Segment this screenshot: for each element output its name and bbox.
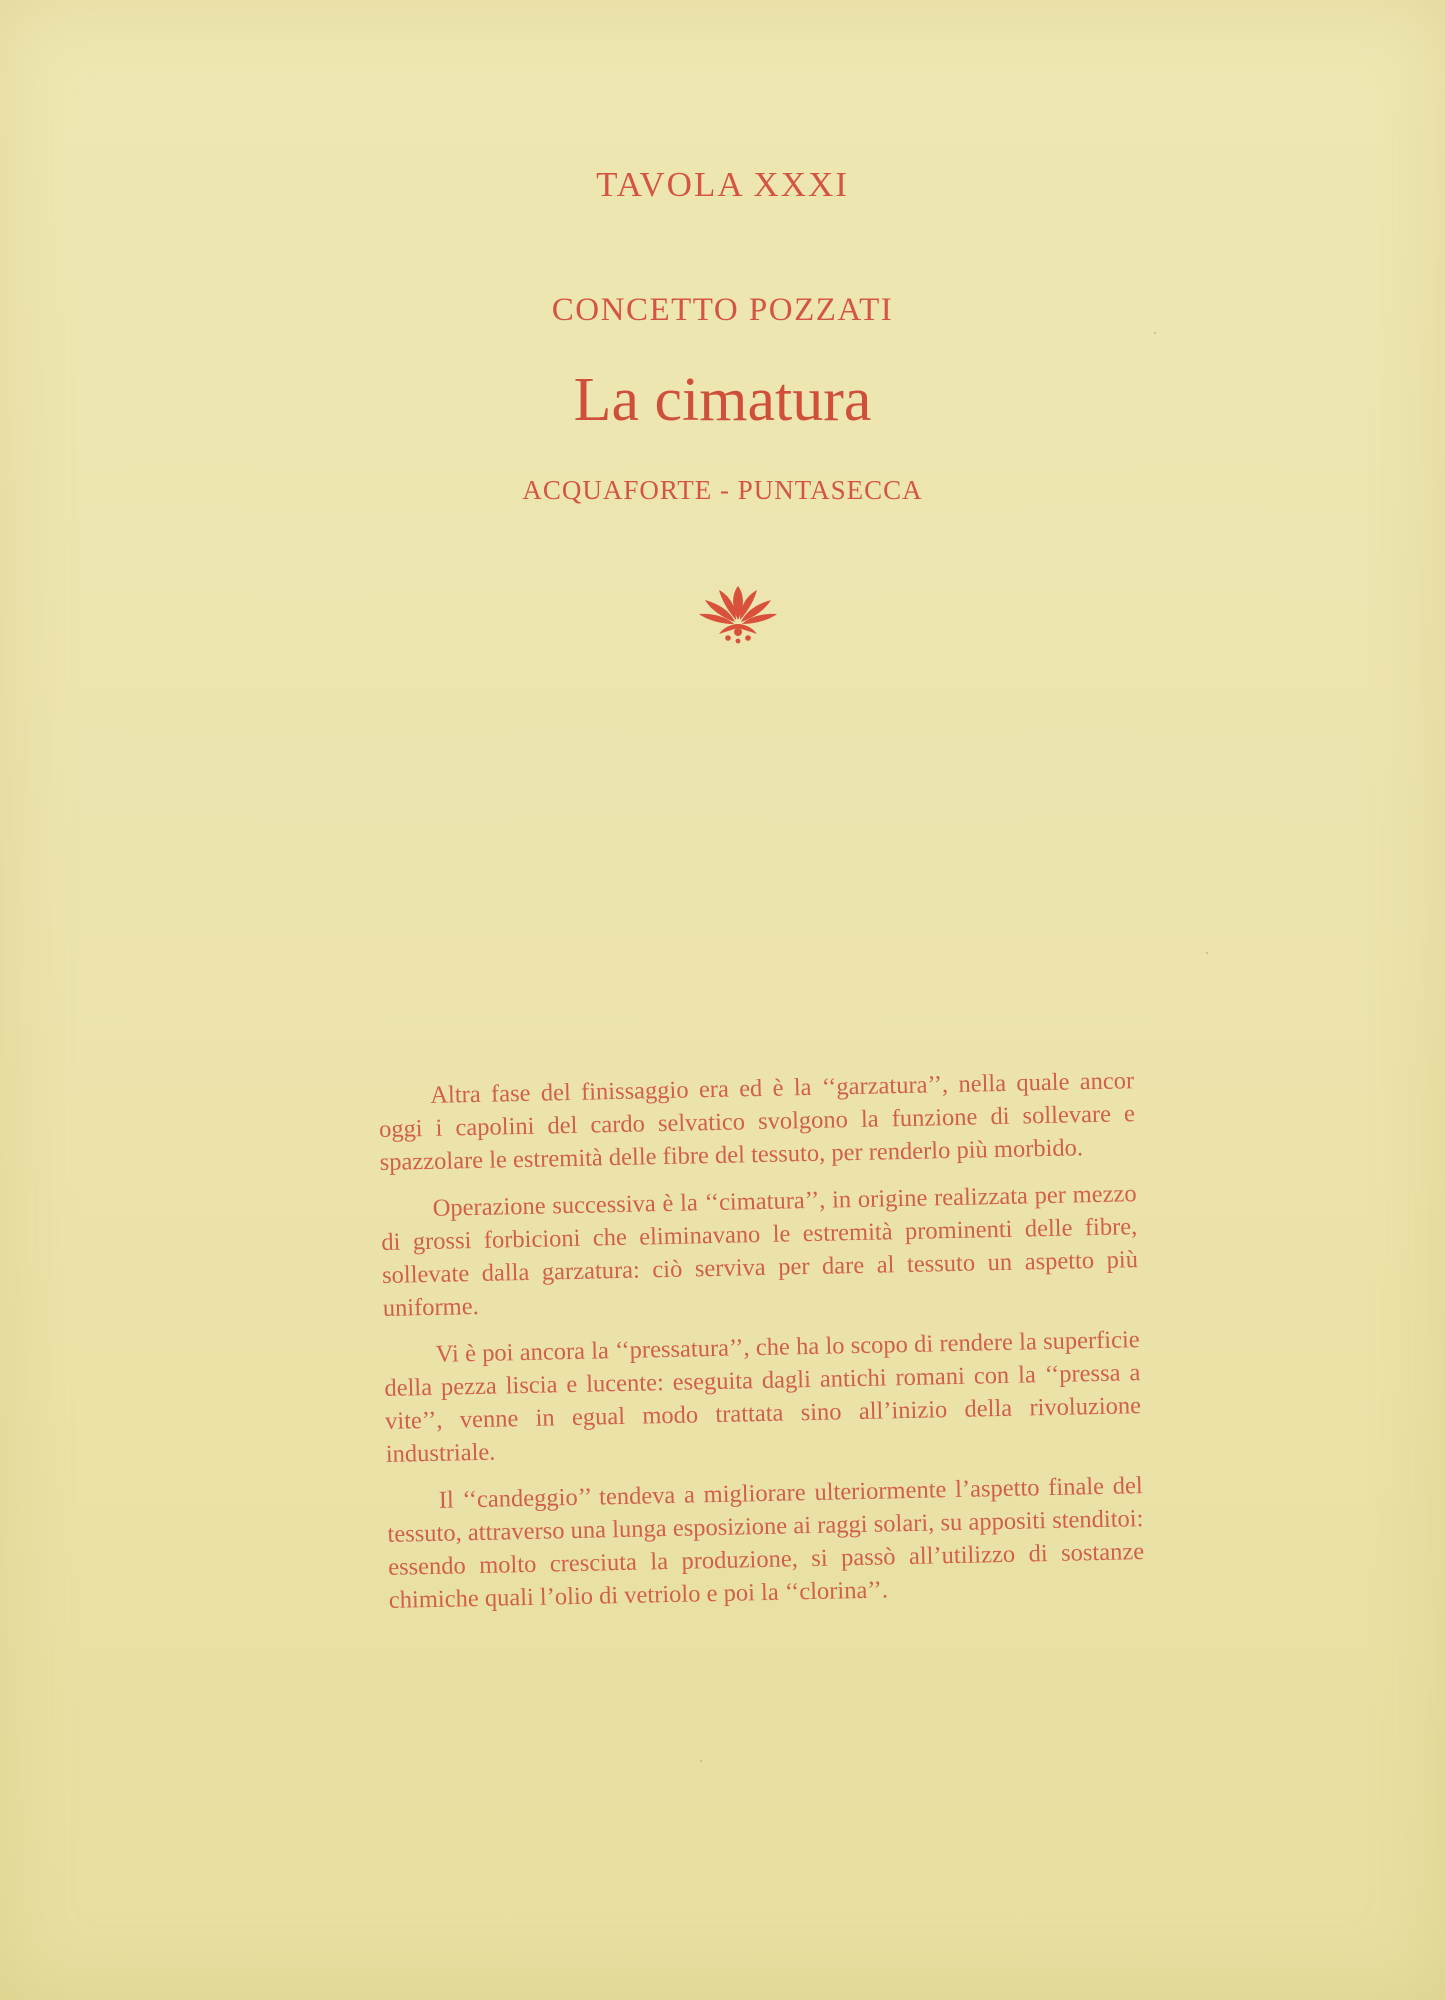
paragraph-garzatura: Altra fase del finissaggio era ed è la ‘‘garzatura’’, nella quale ancor oggi i capolini del cardo selvatico svolgono la funzione di sollevare e spazzolare le estremità delle fibre del tessuto, per renderlo più morbido. xyxy=(378,1067,1136,1176)
author-name: CONCETTO POZZATI xyxy=(551,292,894,328)
paragraph-pressatura: Vi è poi ancora la ‘‘pressatura’’, che ha lo scopo di rendere la superficie della pezza liscia e lucente: eseguita dagli antichi romani con la ‘‘pressa a vite’’, venne in egual modo trattata sino all’inizio della rivoluzione industriale. xyxy=(384,1326,1142,1468)
paper-speck xyxy=(700,1760,702,1762)
paper-speck xyxy=(1154,332,1156,334)
paper-speck xyxy=(1206,952,1208,954)
work-title: La cimatura xyxy=(573,366,872,434)
palmette-ornament-icon xyxy=(697,580,779,646)
technique-label: ACQUAFORTE - PUNTASECCA xyxy=(522,475,923,505)
paragraph-cimatura: Operazione successiva è la ‘‘cimatura’’, in origine realizzata per mezzo di grossi forbicioni che eliminavano le estremità prominenti delle fibre, sollevate dalla garzatura: ciò serviva per dare al tessuto un aspetto più uniforme. xyxy=(381,1180,1139,1322)
plate-number: TAVOLA XXXI xyxy=(596,165,849,204)
paragraph-candeggio: Il ‘‘candeggio’’ tendeva a migliorare ulteriormente l’aspetto finale del tessuto, attraverso una lunga esposizione ai raggi solari, su appositi stenditoi: essendo molto cresciuta la produzione, si passò all’utilizzo di sostanze chimiche quali l’olio di vetriolo e poi la ‘‘clorina’’. xyxy=(387,1472,1145,1614)
body-text xyxy=(378,1064,1145,1631)
